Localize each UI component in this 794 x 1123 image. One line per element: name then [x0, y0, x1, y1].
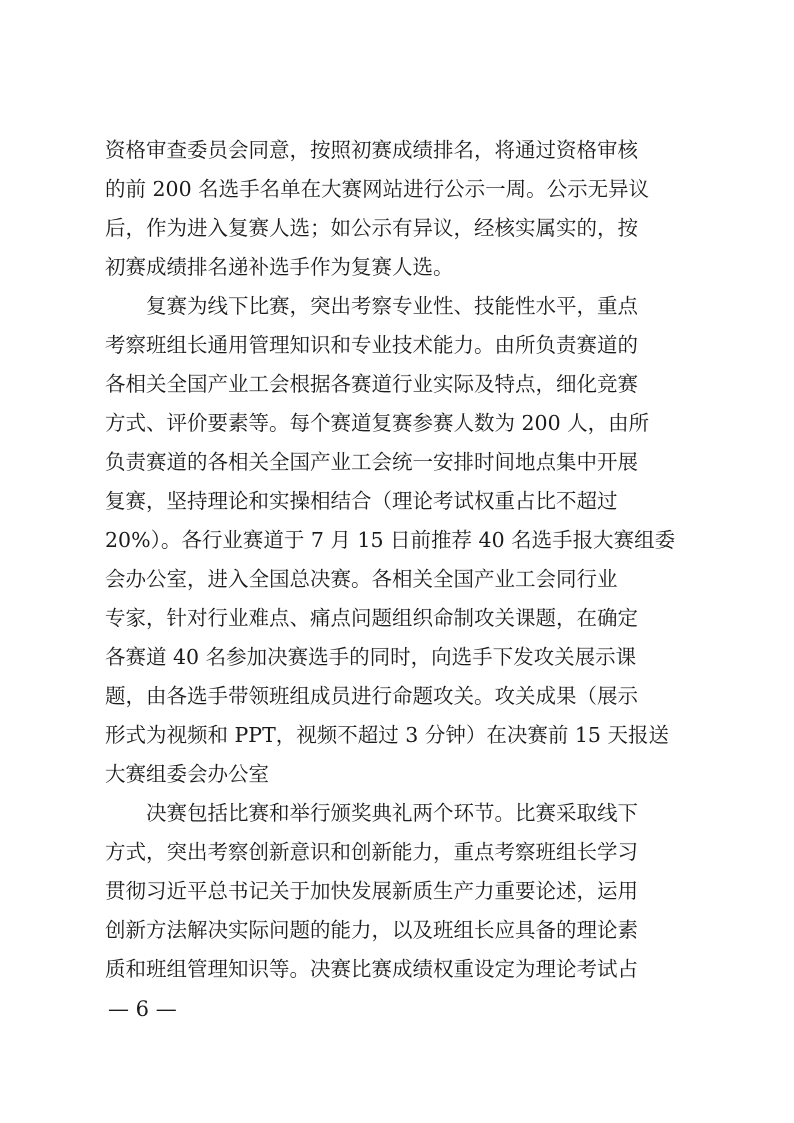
text-line: 各相关全国产业工会根据各赛道行业实际及特点，细化竞赛 — [105, 372, 638, 396]
text-line: 的前 200 名选手名单在大赛网站进行公示一周。公示无异议 — [105, 177, 650, 201]
text-line: 复赛，坚持理论和实操相结合（理论考试权重占比不超过 — [105, 489, 618, 513]
text-line: 方式，突出考察创新意识和创新能力，重点考察班组长学习 — [105, 840, 638, 864]
text-line: 各赛道 40 名参加决赛选手的同时，向选手下发攻关展示课 — [105, 645, 637, 669]
text-line: 20%）。各行业赛道于 7 月 15 日前推荐 40 名选手报大赛组委 — [105, 528, 676, 552]
text-line: 质和班组管理知识等。决赛比赛成绩权重设定为理论考试占 — [105, 957, 638, 981]
text-line: 创新方法解决实际问题的能力，以及班组长应具备的理论素 — [105, 918, 638, 942]
text-line: 会办公室，进入全国总决赛。各相关全国产业工会同行业 — [105, 567, 618, 591]
text-line: 资格审查委员会同意，按照初赛成绩排名，将通过资格审核 — [105, 138, 638, 162]
text-line: 负责赛道的各相关全国产业工会统一安排时间地点集中开展 — [105, 450, 638, 474]
text-line: 后，作为进入复赛人选；如公示有异议，经核实属实的，按 — [105, 216, 638, 240]
text-line: 贯彻习近平总书记关于加快发展新质生产力重要论述，运用 — [105, 879, 638, 903]
text-line: 大赛组委会办公室 — [105, 762, 269, 786]
text-line: 专家，针对行业难点、痛点问题组织命制攻关课题，在确定 — [105, 606, 638, 630]
text-line: 决赛包括比赛和举行颁奖典礼两个环节。比赛采取线下 — [146, 801, 638, 825]
page-number: — 6 — — [108, 997, 177, 1021]
text-line: 初赛成绩排名递补选手作为复赛人选。 — [105, 255, 454, 279]
text-line: 题，由各选手带领班组成员进行命题攻关。攻关成果（展示 — [105, 684, 638, 708]
text-line: 考察班组长通用管理知识和专业技术能力。由所负责赛道的 — [105, 333, 638, 357]
text-line: 方式、评价要素等。每个赛道复赛参赛人数为 200 人，由所 — [105, 411, 650, 435]
text-line: 形式为视频和 PPT，视频不超过 3 分钟）在决赛前 15 天报送 — [105, 723, 669, 747]
text-line: 复赛为线下比赛，突出考察专业性、技能性水平，重点 — [146, 294, 638, 318]
